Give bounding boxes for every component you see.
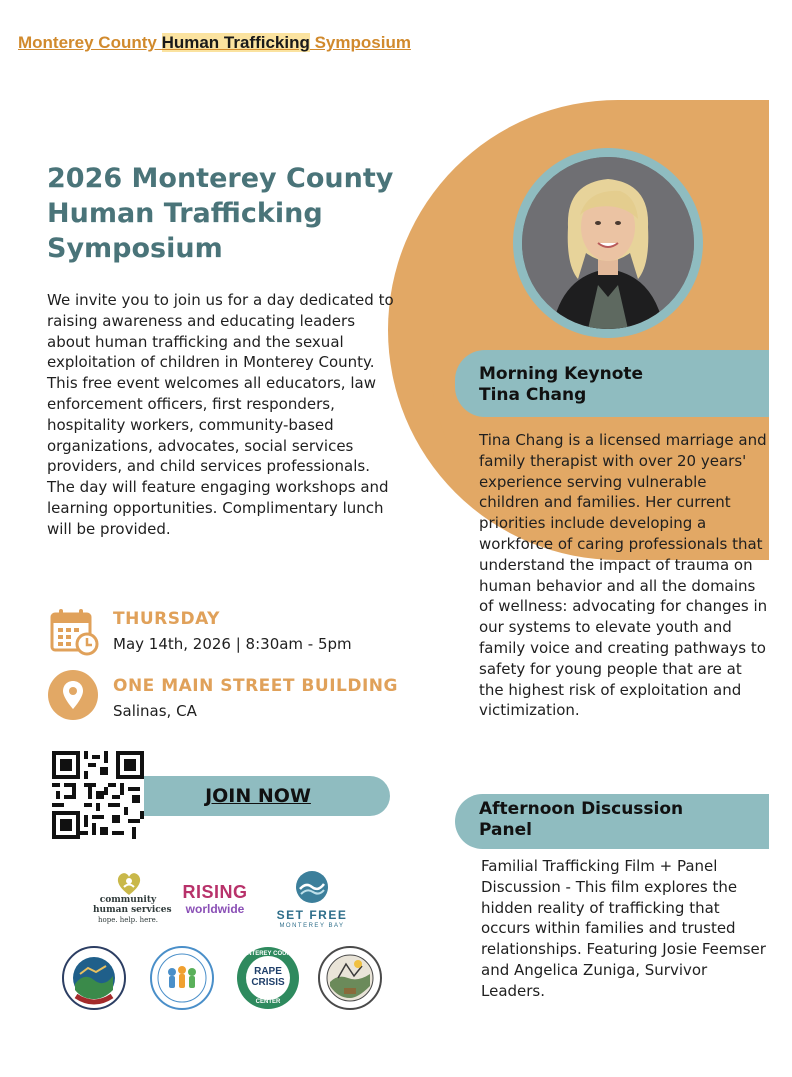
link-part-3: Symposium xyxy=(309,33,411,52)
rising-worldwide-logo xyxy=(182,882,248,922)
rising-line-2: worldwide xyxy=(185,902,245,916)
link-part-1: Monterey County xyxy=(18,33,162,52)
intro-paragraph: We invite you to join us for a day dedicated to raising awareness and educating leaders about human trafficking and the sexual exploitation of children in Monterey County. This free event welcomes all educators, law enforcement officers, first responders, hospitality workers, community-based organizations, advocates, social services providers, and child services professionals. The day will feature engaging workshops and learning opportunities. Complimentary lunch will be provided. xyxy=(47,291,394,538)
date-heading: THURSDAY xyxy=(113,609,220,629)
calendar-clock-icon xyxy=(50,608,100,656)
map-pin-icon xyxy=(48,670,98,720)
chs-line-1: community xyxy=(99,895,157,905)
panel-heading-line-1: Afternoon Discussion xyxy=(479,799,684,819)
children-families-seal xyxy=(150,946,214,1010)
flyer-title: 2026 Monterey County Human Trafficking Symposium xyxy=(47,163,394,264)
rape-crisis-bottom: CENTER xyxy=(255,999,281,1005)
link-part-highlight: Human Trafficking xyxy=(161,33,310,52)
community-human-services-logo xyxy=(93,870,172,930)
office-of-education-seal xyxy=(62,946,126,1010)
rape-crisis-center-logo xyxy=(236,946,300,1010)
date-detail: May 14th, 2026 | 8:30am - 5pm xyxy=(113,635,352,653)
rising-line-1: RISING xyxy=(182,882,248,902)
symposium-link[interactable] xyxy=(18,33,411,53)
set-free-logo xyxy=(268,870,356,930)
setfree-line-1: SET FREE xyxy=(276,908,348,922)
rape-crisis-top: MONTEREY COUNTY xyxy=(237,951,299,957)
heart-figure-icon xyxy=(115,870,143,896)
join-now-button[interactable]: JOIN NOW xyxy=(205,785,311,807)
keynote-heading-line-2: Tina Chang xyxy=(479,385,587,405)
panel-heading-line-2: Panel xyxy=(479,820,532,840)
setfree-line-2: MONTEREY BAY xyxy=(279,923,345,929)
rape-crisis-line-2: CRISIS xyxy=(251,977,285,988)
wave-circle-icon xyxy=(295,870,329,904)
keynote-description: Tina Chang is a licensed marriage and family therapist with over 20 years' experience serving vulnerable children and families. Her current priorities include developing a workforce of caring professionals that understand the impact of trauma on human behavior and all the domains of wellness: advocating for changes in our systems to elevate youth and family voice and creating pathways to safety for young people that are at the highest risk of exploitation and victimization. xyxy=(479,431,768,720)
event-flyer xyxy=(0,100,792,1077)
keynote-heading-line-1: Morning Keynote xyxy=(479,364,644,384)
rape-crisis-line-1: RAPE xyxy=(254,966,282,977)
county-of-monterey-seal xyxy=(318,946,382,1010)
panel-description: Familial Trafficking Film + Panel Discussion - This film explores the hidden reality of trafficking that occurs within families and trusted relationships. Featuring Josie Feemser and Angelica Zuniga, Survivor Leaders. xyxy=(481,857,766,1000)
location-heading: ONE MAIN STREET BUILDING xyxy=(113,676,398,696)
location-detail: Salinas, CA xyxy=(113,702,197,720)
keynote-speaker-photo xyxy=(522,157,694,329)
chs-line-2: human services xyxy=(93,905,172,915)
qr-code-icon[interactable] xyxy=(52,751,144,839)
chs-tagline: hope. help. here. xyxy=(98,916,158,924)
